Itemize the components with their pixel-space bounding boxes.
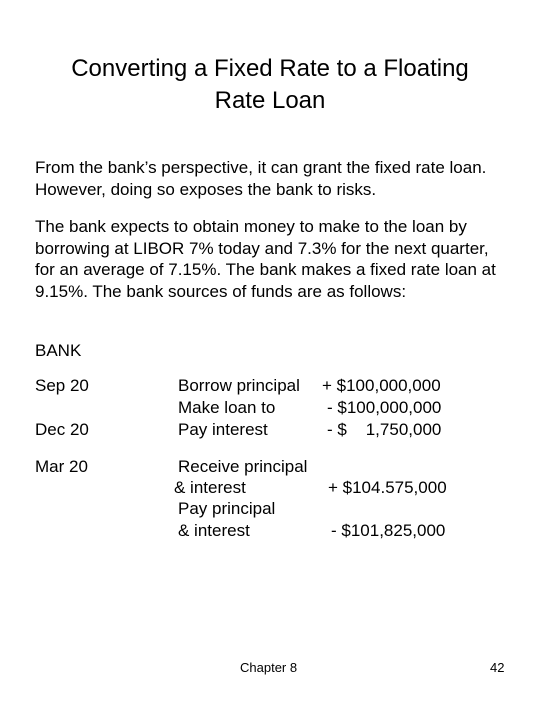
entry-pay-amount: - $101,825,000 — [331, 521, 446, 540]
date-sep-20: Sep 20 — [35, 376, 89, 395]
entry-pay-interest-final-desc: & interest — [178, 521, 250, 540]
slide-title-line-1: Converting a Fixed Rate to a Floating — [71, 55, 469, 82]
slide-title-line-2: Rate Loan — [214, 87, 326, 114]
entry-borrow-principal-desc: Borrow principal — [178, 376, 300, 395]
entry-pay-principal-desc: Pay principal — [178, 499, 276, 518]
entry-make-loan-desc: Make loan to — [178, 398, 276, 417]
intro-paragraph: From the bank’s perspective, it can grant the fixed rate loan. However, doing so exposes the bank to risks. — [35, 158, 487, 199]
entry-receive-principal-desc: Receive principal — [178, 457, 308, 476]
bank-heading: BANK — [35, 341, 82, 360]
footer-page-number: 42 — [490, 660, 505, 675]
footer-chapter: Chapter 8 — [240, 660, 298, 675]
entry-receive-interest-desc: & interest — [174, 478, 246, 497]
entry-receive-amount: + $104.575,000 — [328, 478, 447, 497]
entry-pay-interest-desc: Pay interest — [178, 420, 268, 439]
entry-pay-interest-amount: - $ 1,750,000 — [327, 420, 442, 439]
date-dec-20: Dec 20 — [35, 420, 89, 439]
funding-paragraph: The bank expects to obtain money to make to the loan by borrowing at LIBOR 7% today and 7.3% for the next quarter, for an average of 7.15%. The bank makes a fixed rate loan at 9.15%. The bank sources of funds are as follows: — [35, 217, 496, 301]
entry-make-loan-amount: - $100,000,000 — [327, 398, 442, 417]
date-mar-20: Mar 20 — [35, 457, 88, 476]
entry-borrow-principal-amount: + $100,000,000 — [322, 376, 441, 395]
